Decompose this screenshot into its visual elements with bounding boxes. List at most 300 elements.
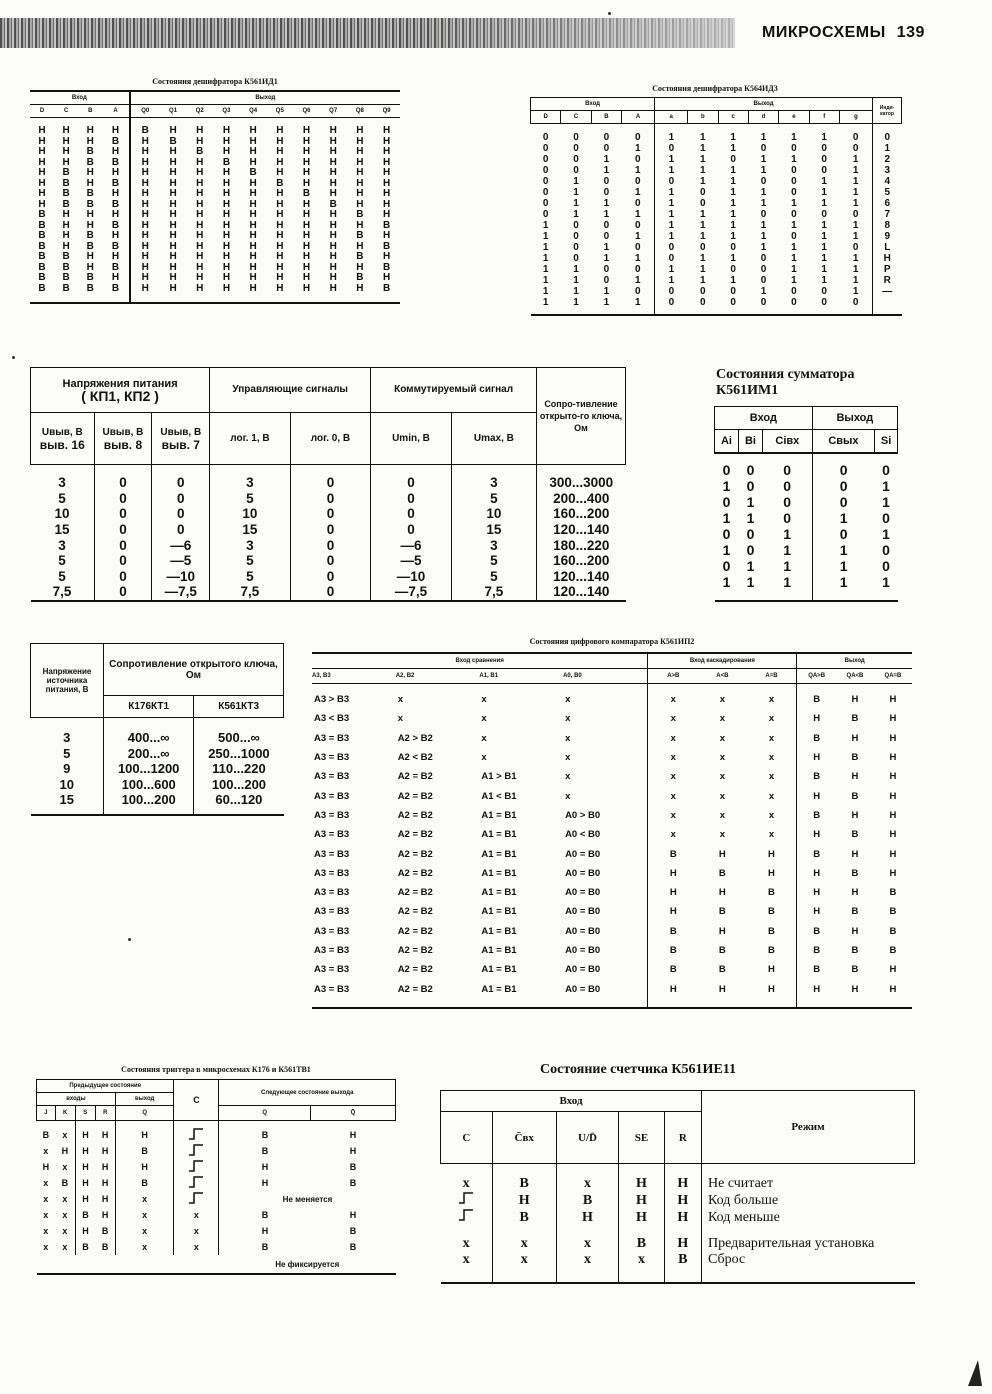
comparator-col-header: QA>B (797, 669, 836, 684)
table-cell: 3 (451, 465, 536, 491)
table-cell: Н (75, 1121, 95, 1144)
table-cell: 0 (700, 286, 706, 297)
table-cell: В (356, 230, 364, 241)
table-cell: 0 (371, 465, 452, 491)
rising-edge-pulse-icon (188, 1128, 204, 1140)
table-cell: Н (329, 167, 337, 178)
table-cell: 1 (700, 176, 706, 187)
table-cell: 0 (152, 506, 210, 522)
table-cell: A0 < B0 (565, 829, 601, 841)
table-cell: 0 (791, 165, 797, 176)
trigger-col-header: Q (219, 1106, 311, 1121)
comparator-col-header: А>В (648, 669, 698, 684)
table-cell (441, 1209, 493, 1226)
table-cell: x (719, 829, 726, 841)
table-cell: В (851, 964, 859, 976)
table-cell: Н (797, 864, 836, 883)
table-cell: 0 (812, 478, 874, 494)
table-cell: Н (889, 964, 897, 976)
switch1-col-log0: лог. 0, В (290, 413, 371, 465)
table-cell: A2 = B2 (397, 964, 433, 976)
table-cell: A1 = B1 (481, 906, 517, 918)
table-cell: 1 (821, 242, 827, 253)
table-cell: x (648, 767, 698, 786)
table-cell: x (565, 732, 571, 744)
dec1-in-header: Вход (30, 91, 130, 105)
switch1-col-u7-pin: выв. 7 (161, 437, 200, 452)
table-cell: x (648, 729, 698, 748)
table-cell: Н (356, 198, 364, 210)
table-cell: 0 (746, 542, 755, 558)
table-cell: 1 (783, 542, 791, 558)
table-cell: В (219, 1143, 311, 1159)
table-cell: Н (111, 251, 120, 262)
table-cell: Н (276, 240, 284, 252)
dec3-table (530, 97, 902, 316)
table-cell: 0 (635, 154, 641, 165)
table-cell: Н (276, 146, 284, 157)
table-row (31, 569, 626, 585)
table-cell: A3 = B3 (314, 809, 350, 821)
table-cell: x (62, 1162, 68, 1172)
table-cell: 1 (791, 198, 797, 209)
table-cell: Н (75, 1175, 95, 1191)
table-cell: Н (851, 694, 859, 706)
table-cell: x (648, 709, 698, 728)
table-cell: В (62, 261, 70, 273)
table-cell: 0 (783, 494, 791, 510)
table-cell: x (556, 1252, 619, 1283)
table-cell: Н (249, 198, 257, 210)
table-cell: Н (130, 231, 160, 242)
table-cell: x (43, 1178, 49, 1188)
table-cell: 0 (655, 176, 688, 187)
table-cell: x (719, 732, 726, 744)
table-cell: Код больше (702, 1192, 915, 1209)
table-row (531, 286, 902, 297)
table-cell: В (889, 906, 897, 918)
table-cell: Н (382, 209, 391, 220)
table-row (37, 1223, 396, 1239)
table-cell: A3 = B3 (314, 964, 350, 976)
table-cell: x (62, 1194, 68, 1204)
table-row (312, 922, 912, 941)
table-cell: Н (196, 177, 204, 189)
table-cell: 0 (791, 143, 797, 154)
table-cell: 0 (290, 569, 371, 585)
table-cell: 0 (655, 253, 688, 264)
table-cell: В (62, 188, 70, 199)
table-cell: 1 (542, 275, 549, 286)
table-cell: Н (196, 240, 204, 252)
switch1-col-umin: Umin, В (371, 413, 452, 465)
table-cell: Н (222, 272, 231, 283)
trigger-c-header: С (174, 1080, 219, 1121)
table-cell: x (481, 752, 487, 764)
table-cell: Н (329, 177, 337, 189)
table-cell: Н (38, 167, 46, 178)
table-cell: A3 > B3 (314, 694, 350, 706)
table-cell: В (851, 713, 859, 725)
table-cell: 0 (779, 297, 809, 315)
table-cell: 3 (210, 465, 291, 491)
table-cell: 120...140 (537, 569, 626, 585)
table-cell: x (115, 1207, 174, 1223)
table-cell: Н (276, 198, 284, 210)
table-cell: В (851, 867, 859, 879)
table-cell: В (349, 1162, 357, 1172)
table-cell: Н (619, 1164, 664, 1193)
table-cell: Н (249, 156, 257, 168)
table-cell: 0 (718, 297, 748, 315)
table-cell: 0 (573, 154, 579, 165)
switch1-col-u8-label: Uвыв, В (102, 426, 144, 438)
table-cell: Н (797, 786, 836, 805)
table-cell: В (356, 251, 364, 262)
table-cell: 0 (821, 209, 827, 220)
table-cell: 1 (812, 574, 874, 601)
table-cell: 1 (700, 231, 706, 242)
table-cell: Н (86, 261, 94, 273)
table-row (312, 960, 912, 979)
table-cell: 1 (542, 286, 549, 297)
dec1-col-header: B (78, 105, 102, 118)
table-row (37, 1159, 396, 1175)
table-cell: Н (62, 230, 70, 241)
adder-col-header: Ciвх (762, 430, 812, 454)
table-row (37, 1175, 396, 1191)
table-cell: A1 > B1 (481, 771, 517, 783)
table-cell: Н (130, 147, 160, 158)
table-row (31, 506, 626, 522)
table-cell: Н (329, 282, 337, 294)
table-cell: В (349, 1242, 357, 1252)
table-cell: 0 (290, 491, 371, 507)
table-cell: Н (302, 251, 311, 262)
table-cell: 0 (812, 526, 874, 542)
table-row (312, 729, 912, 748)
table-cell: A2 = B2 (397, 809, 433, 821)
table-cell: 4 (873, 176, 902, 187)
trigger-next-header: Следующее состояние выхода (219, 1080, 396, 1106)
table-cell: 0 (603, 264, 610, 275)
dec3-col-header: c (718, 111, 748, 124)
table-row (441, 1226, 915, 1252)
table-cell: 3 (873, 165, 902, 176)
table-cell: 1 (722, 542, 731, 558)
table-cell: 1 (783, 526, 791, 542)
table-cell: 1 (760, 165, 767, 176)
table-cell: x (174, 1207, 219, 1223)
table-cell: 0 (722, 526, 731, 542)
table-cell: 5 (210, 553, 291, 569)
table-row (37, 1143, 396, 1159)
table-cell: В (889, 925, 897, 937)
table-cell: A0 = B0 (565, 983, 601, 995)
table-cell: Н (276, 188, 284, 199)
table-cell: Н (664, 1192, 701, 1209)
table-cell: В (86, 230, 94, 241)
table-cell: 1 (542, 231, 549, 242)
table-cell: 0 (94, 522, 152, 538)
table-cell: Н (382, 272, 391, 283)
table-cell: Н (889, 713, 897, 725)
table-cell: В (718, 906, 726, 918)
table-cell: Сброс (702, 1252, 915, 1283)
table-cell: В (648, 941, 698, 960)
table-cell: В (130, 118, 160, 137)
comparator-out-header: Выход (797, 653, 912, 669)
table-cell: A0 = B0 (565, 964, 601, 976)
table-cell: 0 (882, 542, 890, 558)
table-cell: В (115, 1143, 174, 1159)
table-cell: Н (130, 158, 160, 169)
table-cell: x (565, 694, 571, 706)
counter-col-header: SE (619, 1112, 664, 1164)
table-cell: Н (768, 867, 775, 879)
table-cell: Н (222, 282, 231, 294)
table-cell: 0 (371, 491, 452, 507)
table-cell: 1 (655, 165, 688, 176)
table-cell: 1 (791, 275, 797, 286)
table-cell: 110...220 (194, 761, 284, 777)
table-cell: 1 (821, 264, 827, 275)
table-cell: A2 = B2 (397, 867, 433, 879)
table-cell: 1 (873, 143, 902, 154)
table-cell: 1 (821, 198, 827, 209)
table-cell: В (797, 922, 836, 941)
table-cell: В (111, 135, 120, 147)
table-cell: 0 (839, 297, 872, 315)
table-cell: x (768, 829, 775, 841)
table-cell: A1 < B1 (481, 790, 517, 802)
table-cell: 1 (791, 220, 797, 231)
table-cell (441, 1192, 493, 1209)
table-cell: 1 (882, 478, 890, 494)
table-cell: В (115, 1175, 174, 1191)
table-cell: Н (382, 135, 391, 147)
table-cell: 0 (730, 264, 736, 275)
table-cell: Н (169, 209, 177, 220)
table-cell: 3 (58, 537, 66, 553)
table-cell: Н (851, 925, 859, 937)
table-row (312, 684, 912, 710)
table-cell: Н (356, 177, 364, 189)
table-cell: A3 = B3 (314, 925, 350, 937)
rising-edge-pulse-icon (188, 1176, 204, 1188)
table-cell: x (648, 684, 698, 710)
table-cell: Н (38, 177, 46, 189)
table-cell: x (174, 1239, 219, 1255)
switch1-col-umax: Umax, В (451, 413, 536, 465)
table-cell: Н (302, 240, 311, 252)
table-cell: Н (276, 219, 284, 231)
table-cell: Н (276, 230, 284, 241)
table-row (441, 1209, 915, 1226)
table-cell: 1 (821, 231, 827, 242)
table-cell: x (768, 752, 775, 764)
table-cell: Н (349, 1130, 357, 1140)
table-cell: x (43, 1210, 49, 1220)
table-cell: 0 (603, 220, 610, 231)
dec1-col-header: A (102, 105, 129, 118)
table-cell (174, 1191, 219, 1207)
table-cell: Н (222, 209, 231, 220)
adder-table (714, 406, 898, 602)
table-cell: 0 (746, 478, 755, 494)
table-row (30, 231, 400, 242)
table-cell: 180...220 (537, 537, 626, 553)
table-row (441, 1252, 915, 1283)
table-cell: В (86, 240, 94, 252)
table-cell: 5 (58, 553, 66, 569)
table-cell: В (101, 1242, 109, 1252)
table-cell: Н (382, 188, 391, 199)
table-cell: x (462, 1236, 470, 1251)
table-cell: 0 (94, 537, 152, 553)
table-row (531, 231, 902, 242)
table-cell: 1 (791, 154, 797, 165)
table-cell: Н (130, 273, 160, 284)
table-row (30, 189, 400, 200)
table-cell: 3 (58, 475, 66, 491)
comparator-col-header: QA=B (874, 669, 912, 684)
table-cell: 500...∞ (194, 718, 284, 746)
table-cell: A1 = B1 (481, 829, 517, 841)
table-cell: Н (101, 1210, 109, 1220)
table-cell: 0 (791, 176, 797, 187)
table-cell: В (648, 922, 698, 941)
table-cell: Н (889, 867, 897, 879)
table-cell: В (356, 209, 364, 220)
table-row (312, 825, 912, 844)
table-cell: В (38, 251, 46, 262)
table-cell: 1 (791, 242, 797, 253)
counter-col-header: C̄вх (492, 1112, 556, 1164)
table-cell: 0 (809, 297, 839, 315)
switch1-col-u16-pin: выв. 16 (39, 437, 85, 452)
table-cell: A2 = B2 (397, 906, 433, 918)
table-cell: Н (38, 188, 46, 199)
comparator-col-header: А3, В3 (312, 669, 396, 684)
table-cell: В (219, 1121, 311, 1144)
table-cell: x (492, 1226, 556, 1252)
table-cell (174, 1159, 219, 1175)
table-cell: 0 (760, 275, 767, 286)
table-cell: 0 (573, 253, 579, 264)
table-cell: Н (356, 261, 364, 273)
table-cell: Н (889, 732, 897, 744)
table-row (312, 767, 912, 786)
table-cell: В (111, 219, 120, 231)
trigger-col-header: S (75, 1106, 95, 1121)
speck (608, 12, 611, 15)
counter-col-header: U/D̄ (556, 1112, 619, 1164)
dec3-col-header: D (531, 111, 561, 124)
table-cell: Н (329, 219, 337, 231)
switch1-supply-label: Напряжения питания (62, 378, 178, 390)
table-cell: 7 (873, 209, 902, 220)
table-row (715, 558, 898, 574)
switch1-col-u7-label: Uвыв, В (160, 426, 202, 438)
table-cell: Н (664, 1209, 701, 1226)
table-cell: 0 (152, 465, 210, 491)
table-cell: 0 (722, 462, 731, 478)
table-cell: В (718, 964, 726, 976)
table-cell: 5 (451, 569, 536, 585)
table-cell: 0 (760, 264, 767, 275)
table-cell: 2 (873, 154, 902, 165)
table-cell: 1 (573, 264, 579, 275)
table-cell: x (462, 1176, 470, 1191)
table-cell: 1 (730, 209, 736, 220)
table-cell: 0 (722, 558, 731, 574)
table-cell: 0 (852, 242, 859, 253)
table-cell: x (719, 713, 726, 725)
table-cell: 0 (290, 584, 371, 601)
table-cell: 1 (542, 220, 549, 231)
table-cell: Н (276, 125, 284, 136)
table-cell: Н (718, 848, 726, 860)
table-cell: В (619, 1226, 664, 1252)
table-cell: Н (249, 230, 257, 241)
trigger-col-header: R (95, 1106, 115, 1121)
table-cell: 10 (210, 506, 291, 522)
table-cell: 1 (561, 297, 591, 315)
table-cell: —7,5 (152, 584, 210, 601)
table-cell: 0 (746, 462, 755, 478)
table-cell: Н (111, 167, 120, 178)
table-cell: Н (276, 156, 284, 168)
table-cell: 1 (852, 220, 859, 231)
dec3-indicator-header: Инди-катор (873, 98, 902, 124)
table-cell: Н (851, 771, 859, 783)
table-cell: 0 (873, 124, 902, 144)
table-cell: 1 (783, 558, 791, 574)
table-cell: В (302, 188, 311, 199)
dec1-col-header: Q8 (347, 105, 374, 118)
table-cell: Н (276, 251, 284, 262)
dec3-col-header: e (779, 111, 809, 124)
table-cell: 1 (783, 574, 791, 590)
table-cell: 1 (730, 132, 736, 143)
table-cell: 1 (655, 198, 688, 209)
dec3-col-header: a (655, 111, 688, 124)
table-cell: 0 (730, 286, 736, 297)
table-cell: Н (62, 125, 70, 136)
table-cell: 120...140 (537, 522, 626, 538)
table-cell: Н (356, 167, 364, 178)
table-cell: 1 (573, 275, 579, 286)
table-cell: 0 (573, 220, 579, 231)
table-cell: 15 (451, 522, 536, 538)
table-cell: A0 = B0 (565, 925, 601, 937)
table-cell: Код меньше (702, 1209, 915, 1226)
table-cell: A1 = B1 (481, 809, 517, 821)
table-cell: Н (302, 156, 311, 168)
table-cell: В (349, 1226, 357, 1236)
table-cell: 1 (821, 220, 827, 231)
table-row (715, 494, 898, 510)
dec3-out-header: Выход (655, 98, 873, 111)
table-cell: Н (222, 167, 231, 178)
table-cell: 0 (655, 143, 688, 154)
table-cell: x (115, 1191, 174, 1207)
table-cell: x (462, 1252, 470, 1267)
table-cell: Н (61, 1146, 69, 1156)
table-row (441, 1192, 915, 1209)
table-cell: Н (768, 983, 775, 995)
